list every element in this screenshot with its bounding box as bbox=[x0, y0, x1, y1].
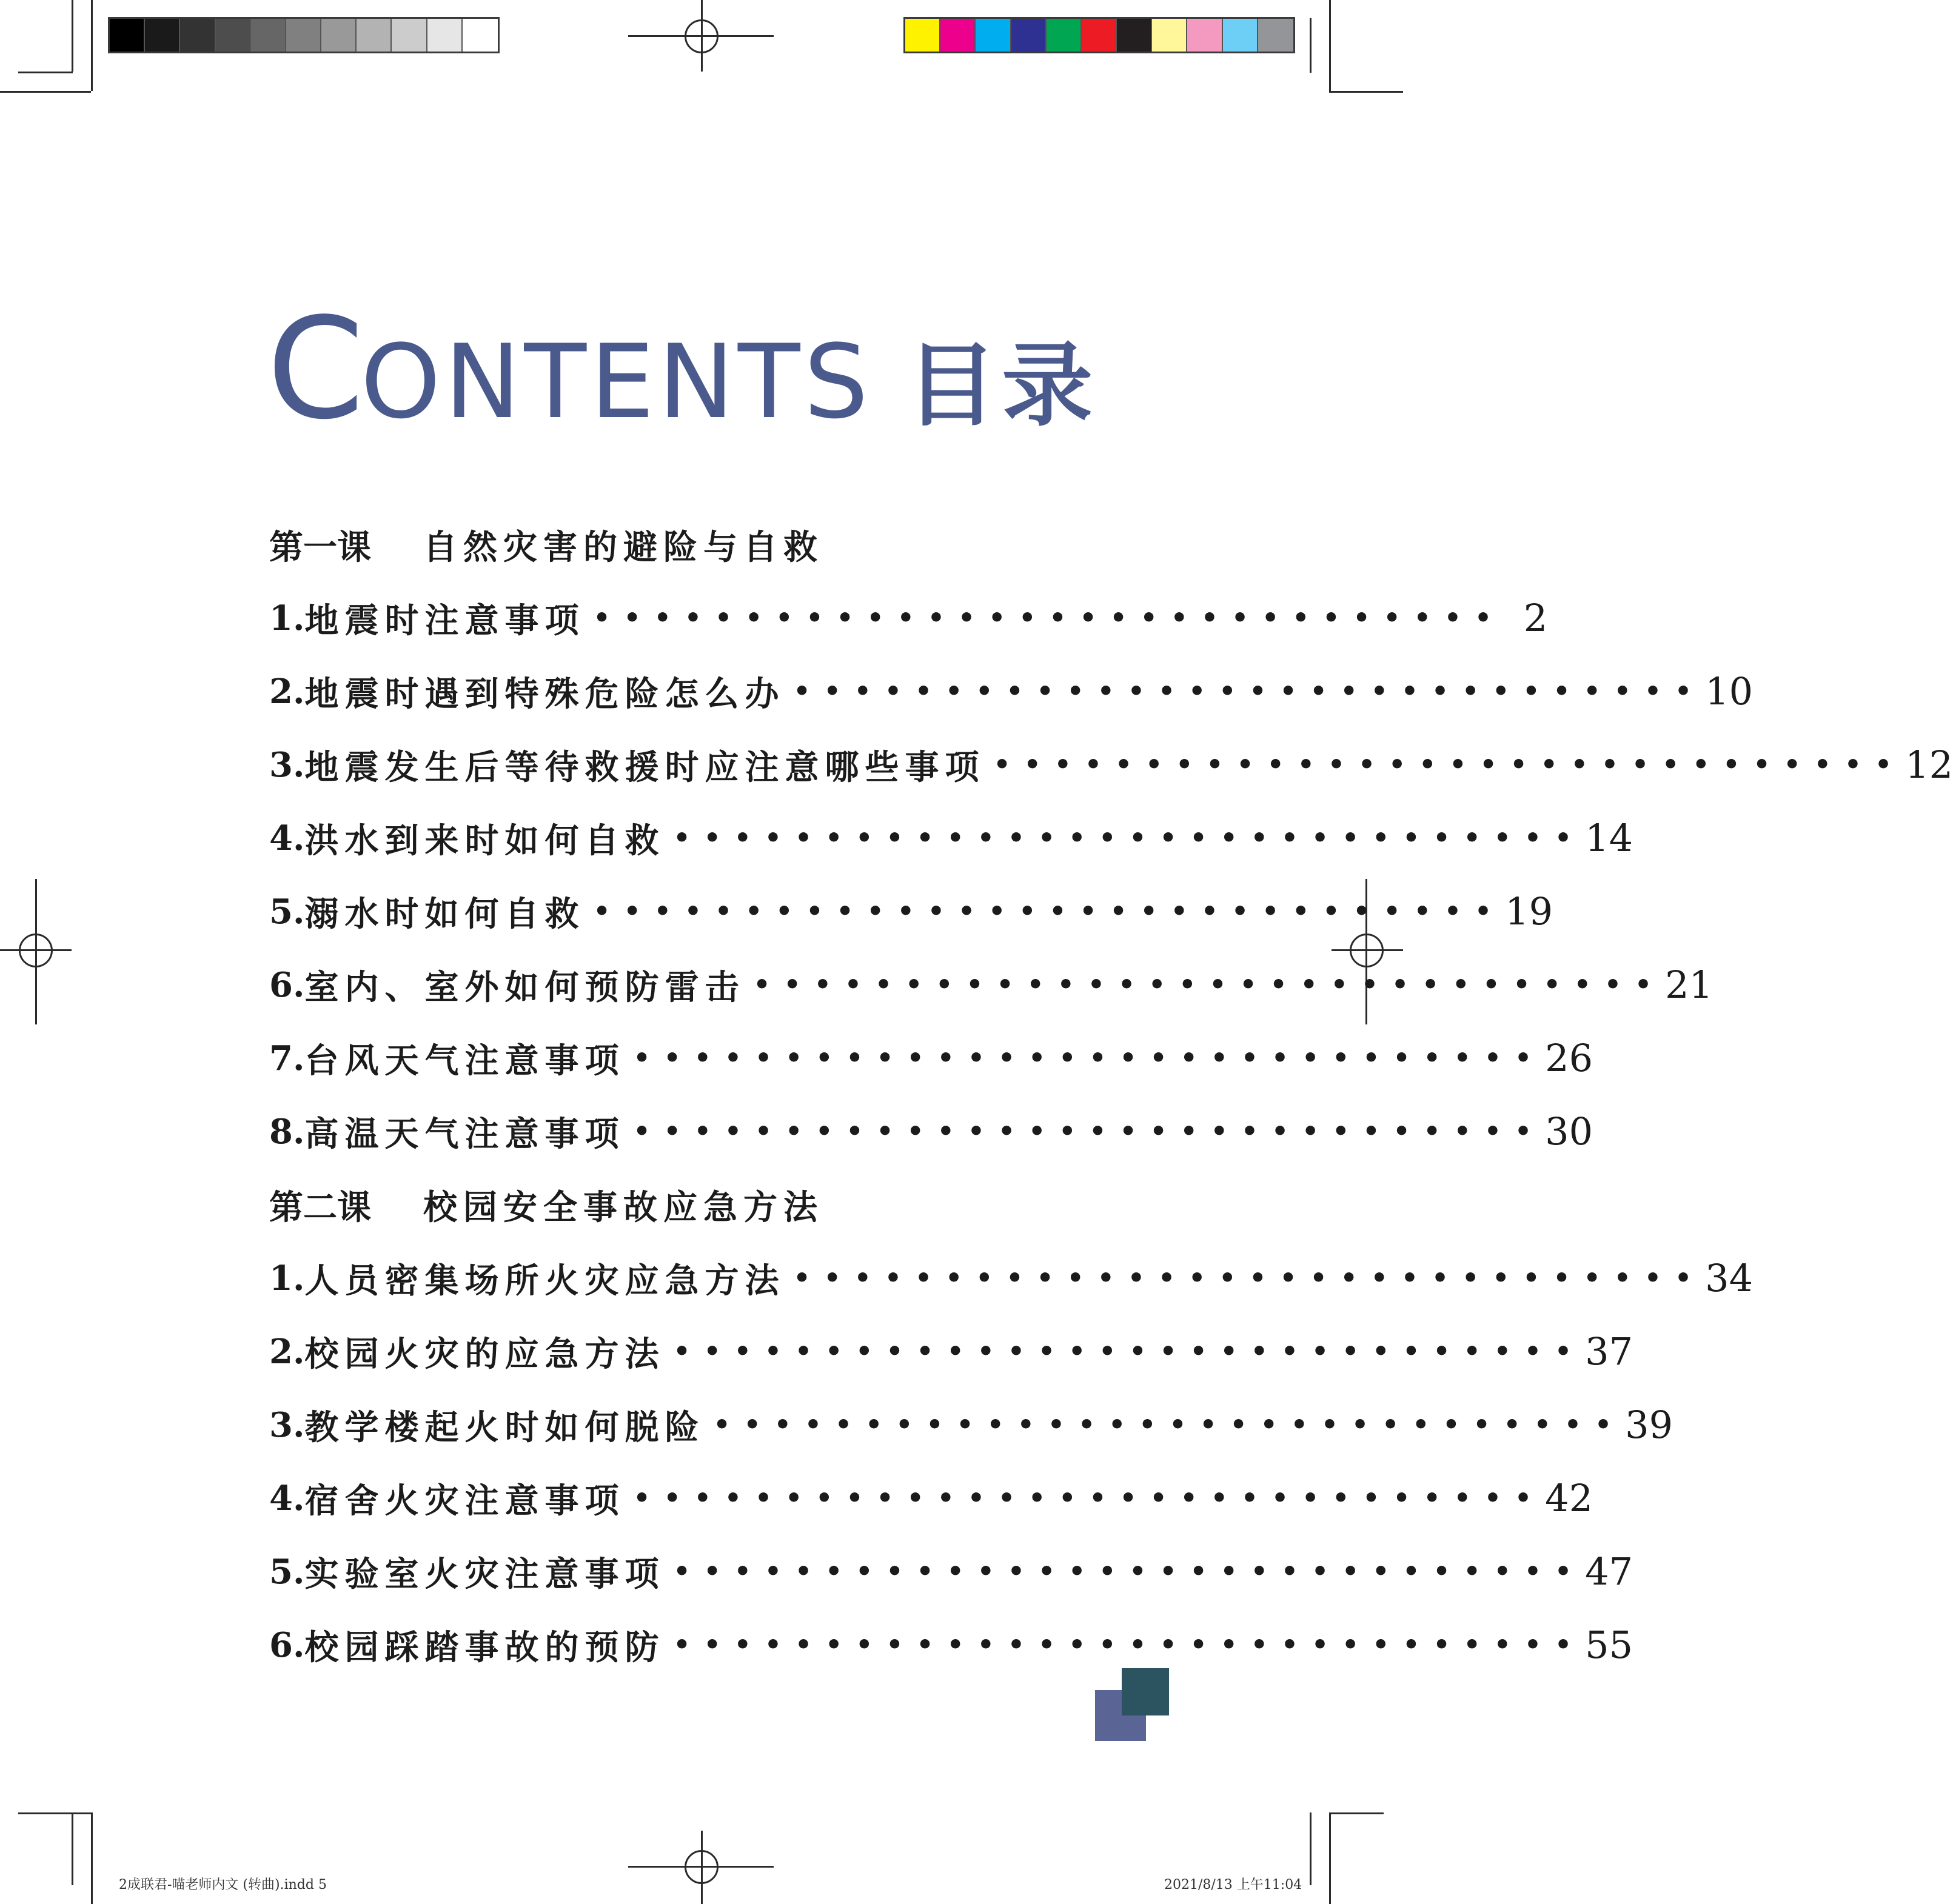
entry-page: 10 bbox=[1705, 669, 1754, 713]
grayscale-bar bbox=[108, 17, 500, 53]
footer-filename: 2成联君-喵老师内文 (转曲).indd 5 bbox=[119, 1877, 327, 1892]
footer-datetime: 2021/8/13 上午11:04 bbox=[1164, 1877, 1302, 1892]
entry-page: 39 bbox=[1625, 1403, 1673, 1447]
title-initial: C bbox=[267, 289, 361, 450]
crop-mark bbox=[1329, 1812, 1384, 1814]
entry-page: 37 bbox=[1585, 1329, 1633, 1374]
title-latin: ONTENTS bbox=[360, 322, 873, 441]
entry-number: 3. bbox=[269, 744, 305, 785]
color-swatch bbox=[905, 19, 940, 52]
registration-mark bbox=[685, 19, 719, 53]
gray-swatch bbox=[357, 19, 392, 52]
gray-swatch bbox=[463, 19, 498, 52]
lesson-heading bbox=[269, 508, 1140, 581]
crop-mark bbox=[1329, 0, 1331, 91]
title-chinese: 目录 bbox=[906, 333, 1098, 439]
toc-entry[interactable] bbox=[269, 1535, 1633, 1608]
entry-page: 21 bbox=[1665, 963, 1713, 1007]
crop-mark bbox=[72, 0, 73, 72]
gray-swatch bbox=[427, 19, 463, 52]
gray-swatch bbox=[145, 19, 180, 52]
toc-entry[interactable] bbox=[269, 1315, 1633, 1388]
entry-title: 校园火灾的应急方法 bbox=[304, 1334, 665, 1374]
leader-dots: •••••••••••••••••••••••••••••• bbox=[713, 1409, 1626, 1440]
crop-mark bbox=[72, 1812, 73, 1885]
leader-dots: •••••••••••••••••••••••••••••• bbox=[793, 676, 1706, 707]
entry-number: 7. bbox=[269, 1038, 305, 1078]
entry-page: 14 bbox=[1585, 816, 1633, 860]
gray-swatch bbox=[392, 19, 427, 52]
entry-page: 34 bbox=[1705, 1256, 1754, 1300]
gray-swatch bbox=[110, 19, 145, 52]
entry-number: 6. bbox=[269, 964, 305, 1005]
page-title bbox=[267, 289, 1098, 450]
toc-entry[interactable] bbox=[269, 1461, 1593, 1535]
color-bar bbox=[903, 17, 1295, 53]
toc-entry[interactable] bbox=[269, 948, 1713, 1021]
toc-entry[interactable] bbox=[269, 801, 1633, 875]
entry-number: 4. bbox=[269, 1478, 305, 1518]
entry-number: 1. bbox=[269, 598, 305, 638]
color-swatch bbox=[1011, 19, 1047, 52]
entry-number: 5. bbox=[269, 891, 305, 932]
toc-entry[interactable] bbox=[269, 1021, 1593, 1095]
entry-number: 2. bbox=[269, 671, 305, 712]
entry-number: 1. bbox=[269, 1258, 305, 1298]
leader-dots: •••••••••••••••••••••••••••••• bbox=[593, 896, 1506, 927]
leader-dots: •••••••••••••••••••••••••••••• bbox=[633, 1116, 1546, 1147]
leader-dots: •••••••••••••••••••••••••••••• bbox=[993, 749, 1906, 780]
toc-entry[interactable] bbox=[269, 655, 1754, 728]
table-of-contents bbox=[269, 508, 1953, 1682]
crop-mark bbox=[1329, 91, 1403, 93]
entry-page: 42 bbox=[1545, 1476, 1593, 1520]
entry-page: 19 bbox=[1505, 889, 1553, 934]
entry-title: 实验室火灾注意事项 bbox=[304, 1554, 665, 1594]
leader-dots: •••••••••••••••••••••••••••••• bbox=[793, 1263, 1706, 1294]
gray-swatch bbox=[216, 19, 251, 52]
entry-page: 26 bbox=[1545, 1036, 1593, 1080]
lesson-name: 校园安全事故应急方法 bbox=[423, 1187, 823, 1228]
entry-page: 47 bbox=[1585, 1549, 1633, 1594]
lesson-heading bbox=[269, 1168, 1140, 1241]
entry-page: 55 bbox=[1585, 1623, 1633, 1667]
color-swatch bbox=[1047, 19, 1082, 52]
registration-mark bbox=[685, 1850, 719, 1884]
entry-title: 地震时遇到特殊危险怎么办 bbox=[304, 673, 785, 714]
toc-entry[interactable] bbox=[269, 728, 1953, 801]
gray-swatch bbox=[286, 19, 321, 52]
gray-swatch bbox=[251, 19, 286, 52]
leader-dots: •••••••••••••••••••••••••••••• bbox=[673, 1556, 1586, 1587]
toc-entry[interactable] bbox=[269, 1608, 1633, 1682]
decorative-square bbox=[1122, 1668, 1169, 1715]
entry-page: 12 bbox=[1905, 743, 1953, 787]
crop-mark bbox=[91, 1812, 93, 1904]
leader-dots: •••••••••••••••••••••••••••••• bbox=[673, 1336, 1586, 1367]
color-swatch bbox=[1082, 19, 1117, 52]
entry-title: 台风天气注意事项 bbox=[304, 1040, 625, 1081]
leader-dots: •••••••••••••••••••••••••••••• bbox=[673, 1629, 1586, 1660]
entry-number: 2. bbox=[269, 1331, 305, 1372]
toc-entry[interactable] bbox=[269, 875, 1553, 948]
registration-mark bbox=[1350, 934, 1384, 967]
registration-mark bbox=[19, 934, 53, 967]
entry-title: 校园踩踏事故的预防 bbox=[304, 1627, 665, 1668]
color-swatch bbox=[976, 19, 1011, 52]
entry-title: 地震发生后等待救援时应注意哪些事项 bbox=[304, 747, 985, 787]
crop-mark bbox=[91, 0, 93, 91]
gray-swatch bbox=[180, 19, 215, 52]
color-swatch bbox=[1187, 19, 1222, 52]
entry-number: 6. bbox=[269, 1625, 305, 1665]
gray-swatch bbox=[321, 19, 357, 52]
entry-title: 室内、室外如何预防雷击 bbox=[304, 967, 745, 1007]
toc-entry[interactable] bbox=[269, 1388, 1673, 1461]
entry-number: 3. bbox=[269, 1405, 305, 1445]
crop-mark bbox=[0, 91, 91, 93]
entry-number: 5. bbox=[269, 1551, 305, 1592]
lesson-label: 第二课 bbox=[269, 1187, 371, 1228]
crop-mark bbox=[1329, 1812, 1331, 1904]
entry-title: 高温天气注意事项 bbox=[304, 1114, 625, 1154]
color-swatch bbox=[1223, 19, 1258, 52]
crop-mark bbox=[1310, 1812, 1311, 1885]
color-swatch bbox=[1117, 19, 1152, 52]
entry-title: 宿舍火灾注意事项 bbox=[304, 1480, 625, 1521]
leader-dots: •••••••••••••••••••••••••••••• bbox=[633, 1483, 1546, 1514]
color-swatch bbox=[1258, 19, 1293, 52]
entry-number: 8. bbox=[269, 1111, 305, 1152]
entry-title: 洪水到来时如何自救 bbox=[304, 820, 665, 861]
entry-title: 溺水时如何自救 bbox=[304, 894, 585, 934]
leader-dots: •••••••••••••••••••••••••••••• bbox=[633, 1043, 1546, 1074]
crop-mark bbox=[18, 72, 73, 73]
entry-number: 4. bbox=[269, 818, 305, 858]
leader-dots: •••••••••••••••••••••••••••••• bbox=[593, 603, 1506, 633]
leader-dots: •••••••••••••••••••••••••••••• bbox=[753, 969, 1666, 1000]
entry-title: 地震时注意事项 bbox=[304, 600, 585, 641]
entry-page: 2 bbox=[1523, 596, 1548, 640]
color-swatch bbox=[1152, 19, 1187, 52]
crop-mark bbox=[1310, 18, 1311, 73]
entry-page: 30 bbox=[1545, 1109, 1593, 1154]
lesson-name: 自然灾害的避险与自救 bbox=[423, 527, 823, 567]
lesson-label: 第一课 bbox=[269, 527, 371, 567]
entry-title: 教学楼起火时如何脱险 bbox=[304, 1407, 705, 1448]
leader-dots: •••••••••••••••••••••••••••••• bbox=[673, 823, 1586, 853]
toc-entry[interactable] bbox=[269, 581, 1548, 655]
toc-entry[interactable] bbox=[269, 1095, 1593, 1168]
entry-title: 人员密集场所火灾应急方法 bbox=[304, 1260, 785, 1301]
toc-entry[interactable] bbox=[269, 1241, 1754, 1315]
crop-mark bbox=[18, 1812, 91, 1814]
color-swatch bbox=[940, 19, 976, 52]
